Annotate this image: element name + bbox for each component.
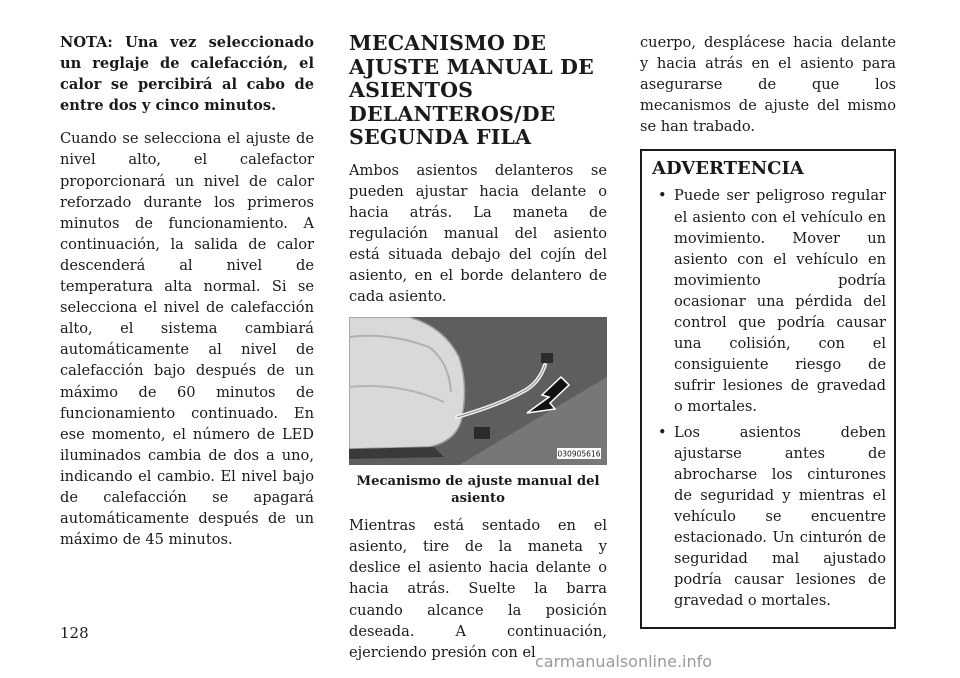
column-right [640, 32, 896, 629]
lock-paragraph: cuerpo, desplácese hacia delante y hacia atrás en el asiento para asegurarse de que los mecanismos de ajuste del mismo se han trabado. [640, 34, 896, 136]
warning-item-text: Puede ser peligroso regular el asiento con el vehículo en movimiento. Mover un asiento con el vehículo en movimiento podría ocasionar una pérdida del control que podría causar una colisión, con el consiguiente riesgo de sufrir lesiones de gravedad o mortales. [674, 187, 886, 416]
warning-item [652, 422, 886, 612]
note-text: Una vez seleccionado un reglaje de calefacción, el calor se percibirá al cabo de entre dos y cinco minutos. [60, 34, 314, 115]
seat-illustration [349, 317, 607, 465]
bullet-icon: • [658, 187, 667, 205]
column-left [60, 32, 314, 550]
intro-paragraph: Ambos asientos delanteros se pueden ajustar hacia delante o hacia atrás. La maneta de regulación manual del asiento está situada debajo del cojín del asiento, en el borde delantero de cada asiento. [349, 161, 607, 306]
warning-item-text: Los asientos deben ajustarse antes de abrocharse los cinturones de seguridad y mientras el vehículo se encuentre estacionado. Un cinturón de seguridad mal ajustado podría causar lesiones de gravedad o mortales. [674, 423, 886, 610]
watermark: carmanualsonline.info [535, 652, 713, 671]
warning-list [652, 185, 886, 611]
warning-item [652, 185, 886, 417]
heater-paragraph: Cuando se selecciona el ajuste de nivel alto, el calefactor proporcionará un nivel de calor reforzado durante los primeros minutos de funcionamiento. A continuación, la salida de calor descenderá al nivel de temperatura alta normal. Si se selecciona el nivel de calefacción alto, el sistema cambiará automáticamente al nivel de calefacción bajo después de un máximo de 60 minutos de funcionamiento continuado. En ese momento, el número de LED iluminados cambia de dos a uno, indicando el cambio. El nivel bajo de calefacción se apagará automáticamente después de un máximo de 45 minutos. [60, 130, 314, 549]
figure-caption: Mecanismo de ajuste manual del asiento [356, 474, 600, 507]
figure-code: 030905616 [557, 449, 601, 459]
note-label: NOTA: [60, 34, 113, 51]
section-heading: MECANISMO DE AJUSTE MANUAL DE ASIENTOS DELANTEROS/DE SEGUNDA FILA [349, 31, 594, 149]
page-number: 128 [60, 624, 89, 642]
seat-adjuster-figure [349, 317, 607, 465]
bullet-icon: • [658, 423, 667, 441]
adjust-paragraph: Mientras está sentado en el asiento, tire de la maneta y deslice el asiento hacia delante o hacia atrás. Suelte la barra cuando alcance la posición deseada. A continuación, ejerciendo presión con el [349, 517, 607, 661]
warning-title: ADVERTENCIA [652, 158, 804, 180]
note-paragraph [60, 32, 314, 116]
warning-box [640, 149, 896, 629]
column-middle [349, 32, 607, 663]
